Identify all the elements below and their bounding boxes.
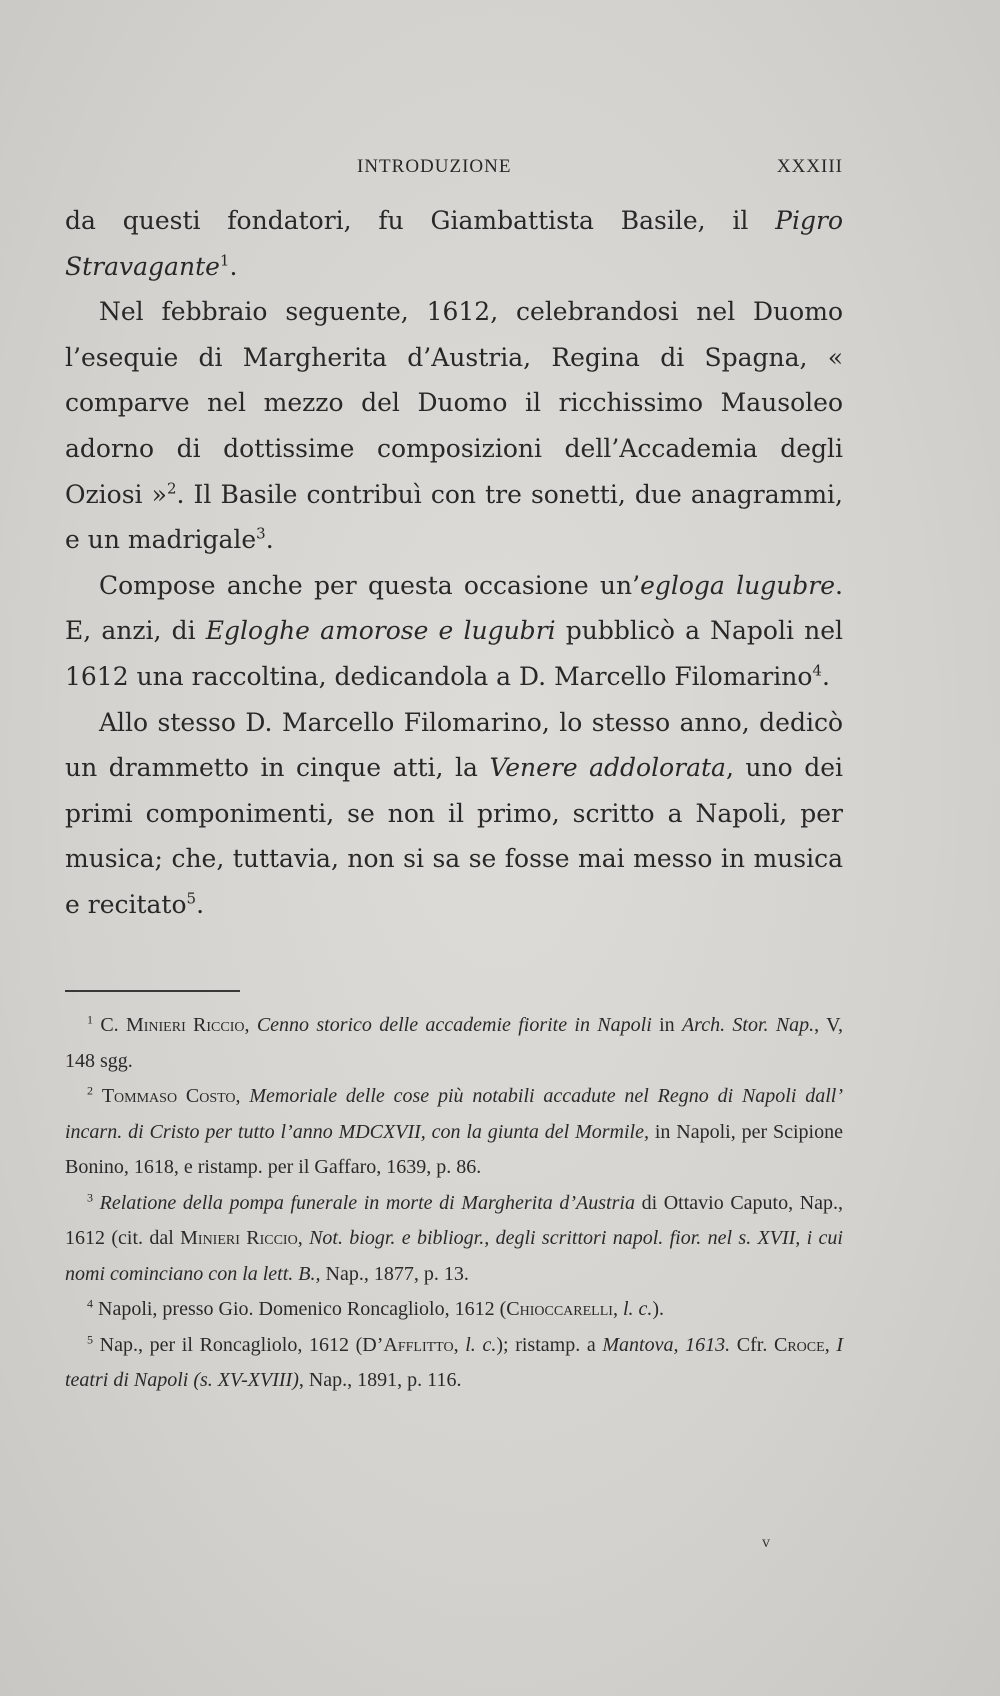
footnote-separator [65, 990, 240, 992]
text-run: , [824, 1333, 837, 1356]
text-run: . E, anzi, di [65, 570, 843, 646]
text-run: . [229, 251, 238, 281]
footnote-marker: 1 [87, 1012, 93, 1027]
text-run: C. [93, 1014, 126, 1036]
text-run: , [612, 1298, 623, 1320]
italic-text: Venere addolorata [489, 753, 726, 783]
text-run: , uno dei primi componimenti, se non il primo, scritto a Napoli, per musica; che, tuttavia, non si sa se fosse mai messo in musica e recitato [65, 753, 843, 919]
footnote-marker: 4 [812, 661, 822, 680]
italic-text: Egloghe amorose e lugubri [205, 616, 556, 646]
author-name: Minieri Riccio [180, 1227, 298, 1249]
footnote [65, 1328, 843, 1399]
footnote-marker: 5 [186, 889, 197, 908]
footnote-marker: 1 [219, 251, 230, 270]
author-name: Tommaso Costo [101, 1085, 236, 1107]
text-run: pubblicò a Napoli nel 1612 una raccoltina, dedicandola a D. Marcello Filomarino [65, 616, 843, 691]
footnote-marker: 2 [166, 479, 177, 498]
text-run: Nel febbraio seguente, 1612, celebrandosi nel Duomo l’esequie di Margherita d’Austria, Regina di Spagna, « comparve nel mezzo del Duomo il ricchissimo Mausoleo adorno di dottissime composizioni dell’Accademia degli Oziosi » [65, 297, 843, 509]
paragraph [65, 198, 843, 289]
text-run: in Napoli, per Scipione Bonino, 1618, e ristamp. per il Gaffaro, 1639, p. 86. [65, 1120, 843, 1178]
text-run: , [453, 1333, 466, 1356]
text-run: di Ottavio Caputo, Nap., 1612 (cit. dal [65, 1191, 844, 1249]
footnote-marker: 3 [87, 1189, 93, 1204]
text-run: Nap., per il Roncagliolo, 1612 ( [93, 1333, 363, 1356]
italic-text: I teatri di Napoli (s. XV-XVIII) [65, 1333, 844, 1391]
text-run: . [265, 525, 274, 555]
text-run: Napoli, presso Gio. Domenico Roncagliolo, 1612 ( [93, 1298, 507, 1320]
footnote [65, 1186, 843, 1293]
italic-text: l. c. [622, 1298, 653, 1320]
author-name: Chioccarelli [506, 1298, 613, 1320]
footnote-marker: 4 [87, 1296, 93, 1311]
text-run [93, 1085, 102, 1107]
main-text [65, 198, 843, 928]
author-name: D’Afflitto [362, 1333, 454, 1356]
italic-text: Pigro Stravagante [65, 206, 843, 281]
text-run: , [297, 1227, 310, 1249]
footnote-marker: 2 [87, 1083, 93, 1098]
footnote-marker: 3 [256, 524, 266, 543]
text-run: in [651, 1014, 682, 1036]
text-run: Allo stesso D. Marcello Filomarino, lo stesso anno, dedicò un drammetto in cinque atti, la [65, 707, 843, 783]
running-title: INTRODUZIONE [357, 156, 512, 177]
italic-text: egloga lugubre [640, 570, 836, 600]
footnote [65, 1292, 843, 1328]
text-run: , [235, 1085, 250, 1107]
italic-text: Arch. Stor. Nap. [681, 1014, 815, 1036]
italic-text: Relatione della pompa funerale in morte di Margherita d’Austria [99, 1191, 635, 1214]
text-run: ); ristamp. a [496, 1333, 603, 1356]
text-run [93, 1192, 100, 1214]
italic-text: Cenno storico delle accademie fiorite in Napoli [256, 1014, 652, 1036]
italic-text: Not. biogr. e bibliogr., degli scrittori napol. fior. nel s. XVII, i cui nomi cominciano con la lett. B., [65, 1227, 843, 1285]
text-run: Compose anche per questa occasione un’ [99, 570, 641, 600]
text-run: Nap., 1877, p. 13. [320, 1262, 469, 1285]
author-name: Croce [774, 1333, 825, 1356]
text-run: ). [652, 1298, 665, 1320]
footnote [65, 1079, 843, 1186]
italic-text: l. c. [465, 1333, 497, 1356]
text-run: da questi fondatori, fu Giambattista Basile, il [65, 206, 776, 235]
signature-mark: v [762, 1534, 770, 1551]
text-run: Cfr. [730, 1333, 774, 1356]
author-name: Minieri Riccio [125, 1014, 245, 1036]
text-run: , V, 148 sgg. [65, 1014, 843, 1072]
italic-text: Memoriale delle cose più notabili accadute nel Regno di Napoli dall’ incarn. di Cristo per tutto l’anno MDCXVII, con la giunta del Mormile, [65, 1085, 843, 1143]
page-number: XXXIII [776, 156, 843, 177]
text-run: . [821, 661, 830, 691]
paragraph [65, 700, 843, 928]
paragraph [65, 563, 843, 700]
text-run: . [196, 889, 205, 919]
footnote-marker: 5 [87, 1331, 93, 1346]
text-run: . Il Basile contribuì con tre sonetti, due anagrammi, e un madrigale [65, 479, 844, 555]
paragraph [65, 289, 843, 563]
footnote [65, 1008, 843, 1079]
footnotes [65, 1008, 843, 1399]
running-header [65, 150, 843, 180]
italic-text: Mantova, 1613. [602, 1333, 731, 1356]
text-run: , Nap., 1891, p. 116. [298, 1369, 462, 1391]
text-run: , [244, 1014, 257, 1036]
